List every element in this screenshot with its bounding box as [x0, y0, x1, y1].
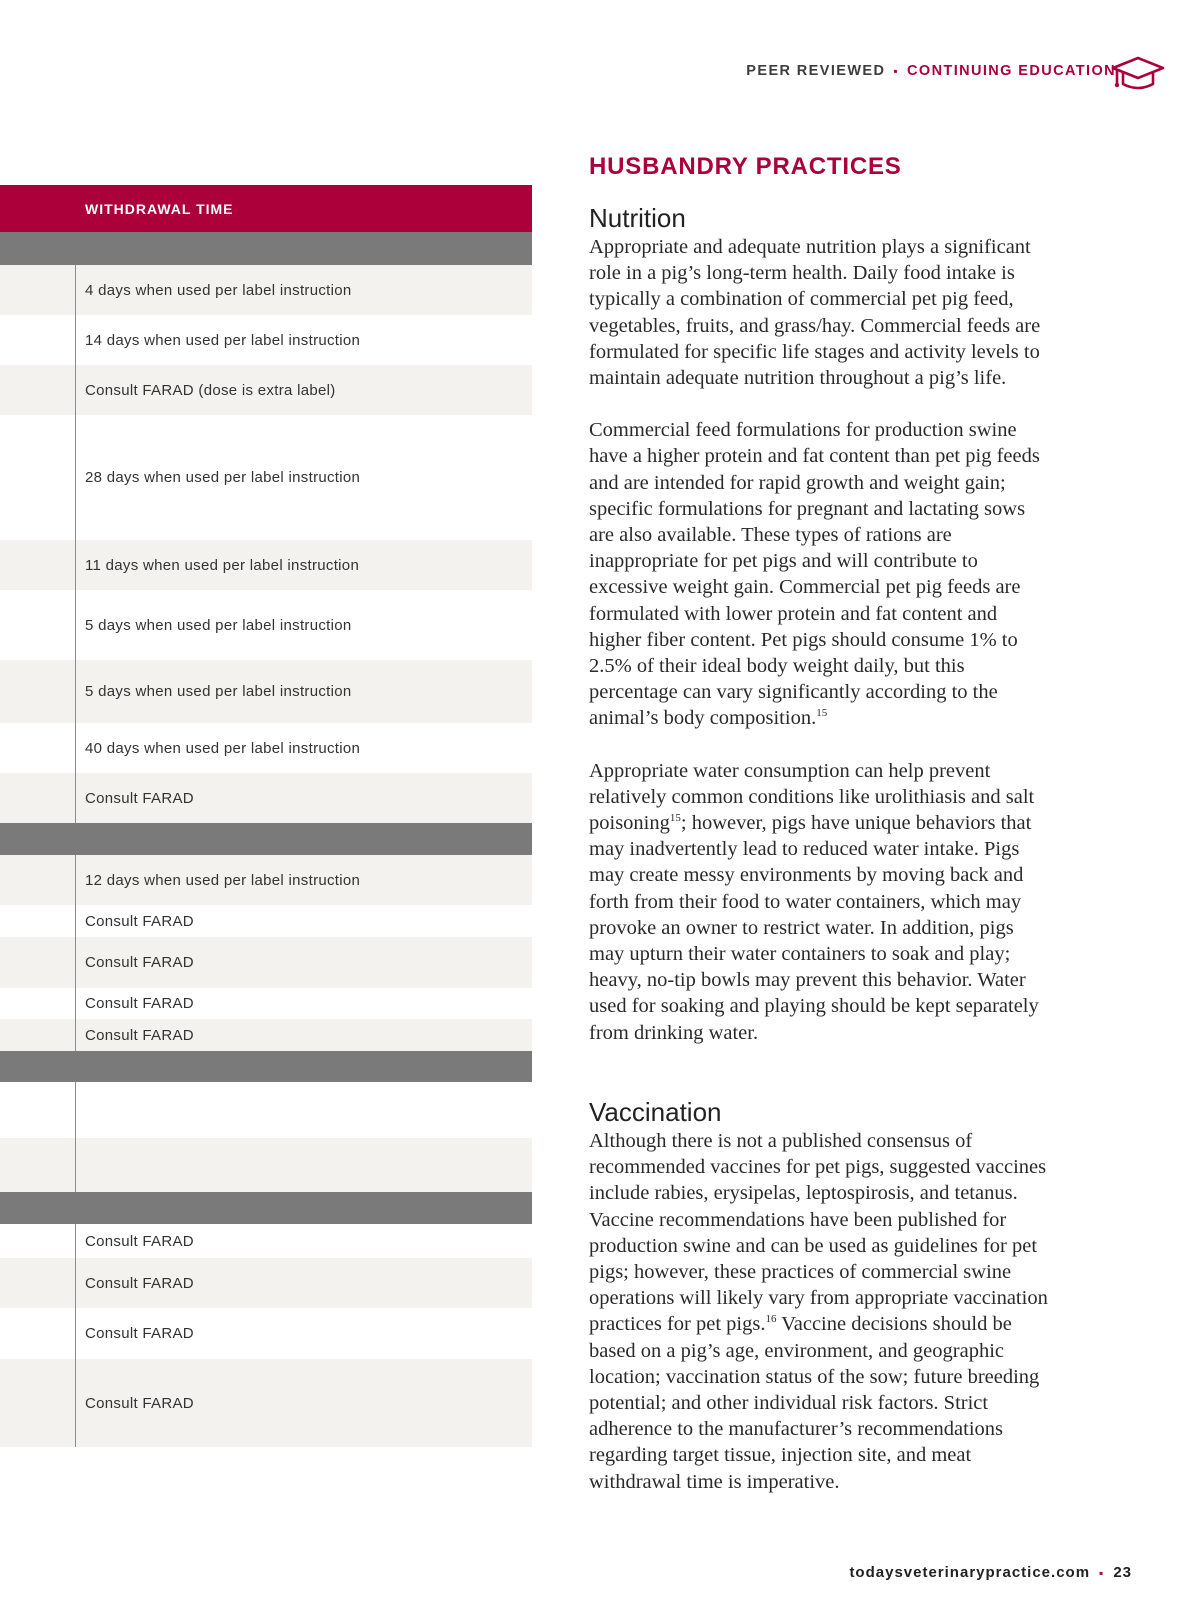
table-cell: 40 days when used per label instruction — [85, 739, 361, 757]
reference-superscript: 16 — [765, 1313, 777, 1326]
table-row — [0, 315, 532, 365]
table-row — [0, 1224, 532, 1258]
table-cell: Consult FARAD — [85, 789, 194, 807]
running-header — [746, 63, 1116, 79]
table-group-bar — [0, 232, 532, 265]
nutrition-heading: Nutrition — [589, 203, 686, 233]
page-number: 23 — [1113, 1564, 1132, 1581]
table-cell: 5 days when used per label instruction — [85, 683, 352, 700]
table-group-bar — [0, 823, 532, 855]
table-row — [0, 1138, 532, 1192]
table-row — [0, 937, 532, 988]
table-row — [0, 723, 532, 773]
table-cell: Consult FARAD — [85, 1274, 194, 1292]
page-footer — [849, 1564, 1132, 1581]
peer-reviewed-label: PEER REVIEWED — [746, 63, 886, 79]
vaccination-heading: Vaccination — [589, 1096, 722, 1127]
table-cell: Consult FARAD — [85, 912, 194, 930]
reference-superscript: 15 — [669, 812, 681, 825]
vaccination-paragraph: Although there is not a published consensus of recommended vaccines for pet pigs, suggested vaccines include rabies, erysipelas, leptospirosis, and tetanus. Vaccine recommendations have been published for production swine and can be used as guidelines for pet pigs; however, these practices of commercial swine operations will likely vary from appropriate vaccination practices for pet pigs.$^{16}$ Vaccine decisions should be based on a pig’s age, environment, and geographic location; vaccination status of the sow; future breeding potential; and other individual risk factors. Strict adherence to the manufacturer’s recommendations regarding target tissue, injection site, and meat withdrawal time is imperative. — [589, 1129, 1048, 1493]
table-cell: 5 days when used per label instruction — [85, 616, 352, 634]
table-cell: Consult FARAD — [85, 1232, 194, 1250]
reference-superscript: 15 — [816, 707, 828, 720]
table-row — [0, 1019, 532, 1051]
table-cell: Consult FARAD — [85, 1394, 194, 1412]
table-header: WITHDRAWAL TIME — [0, 185, 532, 232]
table-row — [0, 905, 532, 937]
table-group-bar — [0, 1192, 532, 1224]
table-row — [0, 265, 532, 315]
table-cell: 14 days when used per label instruction — [85, 331, 361, 349]
article-column — [589, 150, 1049, 1495]
table-row — [0, 1258, 532, 1308]
nutrition-paragraph-2: Commercial feed formulations for production swine have a higher protein and fat content than pet pig feeds and are intended for rapid growth and weight gain; specific formulations for pregnant and lactating sows are also available. These types of rations are inappropriate for pet pigs and will contribute to excessive weight gain. Commercial pet pig feeds are formulated with lower protein and fat content and higher fiber content. Pet pigs should consume 1% to 2.5% of their ideal body weight daily, but this percentage can vary significantly according to the animal’s body composition.$^{15}$ — [589, 419, 1040, 730]
table-row — [0, 660, 532, 723]
table-row — [0, 415, 532, 540]
table-cell: Consult FARAD — [85, 995, 194, 1012]
withdrawal-time-table — [0, 185, 532, 1447]
table-cell: 28 days when used per label instruction — [85, 469, 361, 486]
table-cell: Consult FARAD (dose is extra label) — [85, 381, 336, 399]
table-row — [0, 988, 532, 1019]
header-separator: ▪ — [893, 64, 900, 78]
website-url: todaysveterinarypractice.com — [849, 1564, 1091, 1581]
table-row — [0, 855, 532, 905]
table-cell: 4 days when used per label instruction — [85, 281, 352, 299]
table-cell: Consult FARAD — [85, 954, 194, 971]
table-group-bar — [0, 1051, 532, 1082]
nutrition-paragraph-1: Appropriate and adequate nutrition plays a significant role in a pig’s long-term health. Daily food intake is typically a combination of commercial pet pig feed, vegetables, fruits, and grass/hay. Commercial feeds are formulated for specific life stages and activity levels to maintain adequate nutrition throughout a pig’s life. — [589, 236, 1041, 390]
table-row — [0, 1082, 532, 1138]
table-row — [0, 1308, 532, 1359]
table-row — [0, 365, 532, 415]
table-row — [0, 773, 532, 823]
table-row — [0, 540, 532, 590]
table-row — [0, 590, 532, 660]
table-cell: 12 days when used per label instruction — [85, 871, 361, 889]
table-cell: Consult FARAD — [85, 1026, 194, 1044]
graduation-cap-icon — [1110, 54, 1166, 94]
footer-separator: ▪ — [1099, 1565, 1105, 1580]
table-cell: 11 days when used per label instruction — [85, 556, 360, 574]
continuing-education-label: CONTINUING EDUCATION — [907, 63, 1116, 79]
section-title: HUSBANDRY PRACTICES — [589, 153, 902, 180]
table-cell: Consult FARAD — [85, 1325, 194, 1342]
table-row — [0, 1359, 532, 1447]
nutrition-paragraph-3: Appropriate water consumption can help prevent relatively common conditions like urolithiasis and salt poisoning$^{15}$; however, pigs have unique behaviors that may inadvertently lead to reduced water intake. Pigs may create messy environments by moving back and forth from their food to water containers, which may provoke an owner to restrict water. In addition, pigs may upturn their water containers to soak and play; heavy, no-tip bowls may prevent this behavior. Water used for soaking and playing should be kept separately from drinking water. — [589, 759, 1039, 1044]
